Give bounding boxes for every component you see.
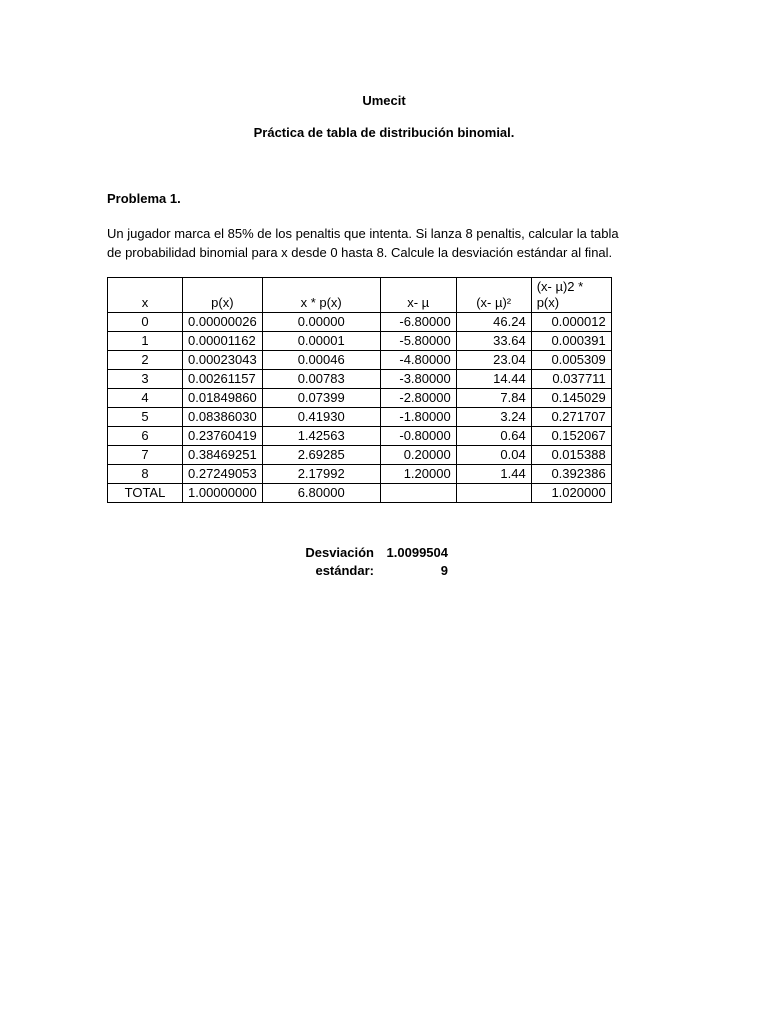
cell-xmu: -1.80000: [380, 408, 456, 427]
cell-x: 6: [108, 427, 183, 446]
total-xmu2: [456, 484, 531, 503]
binomial-distribution-table: [107, 277, 612, 503]
cell-xmu2px: 0.037711: [531, 370, 611, 389]
cell-xmu: -4.80000: [380, 351, 456, 370]
table-body: [108, 313, 612, 503]
cell-x: 7: [108, 446, 183, 465]
total-xpx: 6.80000: [262, 484, 380, 503]
header-x: x: [108, 278, 183, 313]
std-deviation-value-line1: 1.0099504: [386, 545, 448, 560]
std-deviation-value-line2: 9: [440, 563, 448, 578]
cell-xmu2: 1.44: [456, 465, 531, 484]
total-px: 1.00000000: [183, 484, 263, 503]
cell-xmu2: 23.04: [456, 351, 531, 370]
cell-xpx: 0.00001: [262, 332, 380, 351]
table-row: [108, 446, 612, 465]
cell-px: 0.23760419: [183, 427, 263, 446]
total-xmu2px: 1.020000: [531, 484, 611, 503]
cell-xmu: -6.80000: [380, 313, 456, 332]
cell-xpx: 0.00783: [262, 370, 380, 389]
cell-x: 5: [108, 408, 183, 427]
cell-xmu2: 14.44: [456, 370, 531, 389]
cell-xmu2px: 0.145029: [531, 389, 611, 408]
cell-xmu: -0.80000: [380, 427, 456, 446]
document-title: Umecit: [362, 93, 406, 108]
cell-xmu: -3.80000: [380, 370, 456, 389]
cell-x: 1: [108, 332, 183, 351]
cell-xmu2: 33.64: [456, 332, 531, 351]
cell-xmu2: 46.24: [456, 313, 531, 332]
cell-xmu: -5.80000: [380, 332, 456, 351]
header-xmu2px-line1: (x- µ)2 *: [536, 279, 584, 294]
total-label: TOTAL: [108, 484, 183, 503]
cell-xmu2px: 0.000012: [531, 313, 611, 332]
table-row: [108, 313, 612, 332]
cell-px: 0.00261157: [183, 370, 263, 389]
cell-xpx: 1.42563: [262, 427, 380, 446]
cell-x: 2: [108, 351, 183, 370]
cell-xpx: 2.17992: [262, 465, 380, 484]
cell-xmu2px: 0.392386: [531, 465, 611, 484]
table-row: [108, 389, 612, 408]
cell-px: 0.38469251: [183, 446, 263, 465]
header-xmu: x- µ: [380, 278, 456, 313]
cell-xpx: 2.69285: [262, 446, 380, 465]
cell-px: 0.00023043: [183, 351, 263, 370]
cell-px: 0.27249053: [183, 465, 263, 484]
cell-xmu2px: 0.271707: [531, 408, 611, 427]
table-header-row: [108, 278, 612, 313]
std-deviation-value: [386, 544, 448, 580]
document-subtitle: Práctica de tabla de distribución binomial.: [253, 125, 515, 140]
table-row: [108, 332, 612, 351]
header-xmu2px-line2: p(x): [536, 295, 560, 310]
header-xmu2px: [531, 278, 611, 313]
cell-xpx: 0.41930: [262, 408, 380, 427]
cell-xmu2: 0.64: [456, 427, 531, 446]
header-xmu2: (x- µ)²: [456, 278, 531, 313]
std-deviation-label: [300, 544, 374, 580]
cell-xmu: -2.80000: [380, 389, 456, 408]
cell-px: 0.01849860: [183, 389, 263, 408]
cell-x: 0: [108, 313, 183, 332]
cell-xmu: 1.20000: [380, 465, 456, 484]
cell-xmu2px: 0.015388: [531, 446, 611, 465]
cell-x: 8: [108, 465, 183, 484]
cell-xmu2: 0.04: [456, 446, 531, 465]
cell-xmu: 0.20000: [380, 446, 456, 465]
cell-px: 0.00000026: [183, 313, 263, 332]
table-row: [108, 465, 612, 484]
cell-xpx: 0.00000: [262, 313, 380, 332]
cell-xmu2px: 0.000391: [531, 332, 611, 351]
cell-x: 3: [108, 370, 183, 389]
cell-px: 0.00001162: [183, 332, 263, 351]
table-row: [108, 427, 612, 446]
total-xmu: [380, 484, 456, 503]
cell-xpx: 0.07399: [262, 389, 380, 408]
problem-statement: Un jugador marca el 85% de los penaltis que intenta. Si lanza 8 penaltis, calcular la tabla de probabilidad binomial para x desde 0 hasta 8. Calcule la desviación estándar al final.: [107, 226, 619, 260]
table-row: [108, 370, 612, 389]
std-deviation-label-line1: Desviación: [305, 545, 374, 560]
table-row: [108, 408, 612, 427]
table-total-row: [108, 484, 612, 503]
cell-px: 0.08386030: [183, 408, 263, 427]
cell-xmu2px: 0.152067: [531, 427, 611, 446]
header-px: p(x): [183, 278, 263, 313]
header-xpx: x * p(x): [262, 278, 380, 313]
cell-xmu2: 7.84: [456, 389, 531, 408]
problem-heading: Problema 1.: [107, 191, 181, 206]
cell-x: 4: [108, 389, 183, 408]
table-row: [108, 351, 612, 370]
cell-xmu2px: 0.005309: [531, 351, 611, 370]
std-deviation-label-line2: estándar:: [315, 563, 374, 578]
cell-xpx: 0.00046: [262, 351, 380, 370]
cell-xmu2: 3.24: [456, 408, 531, 427]
